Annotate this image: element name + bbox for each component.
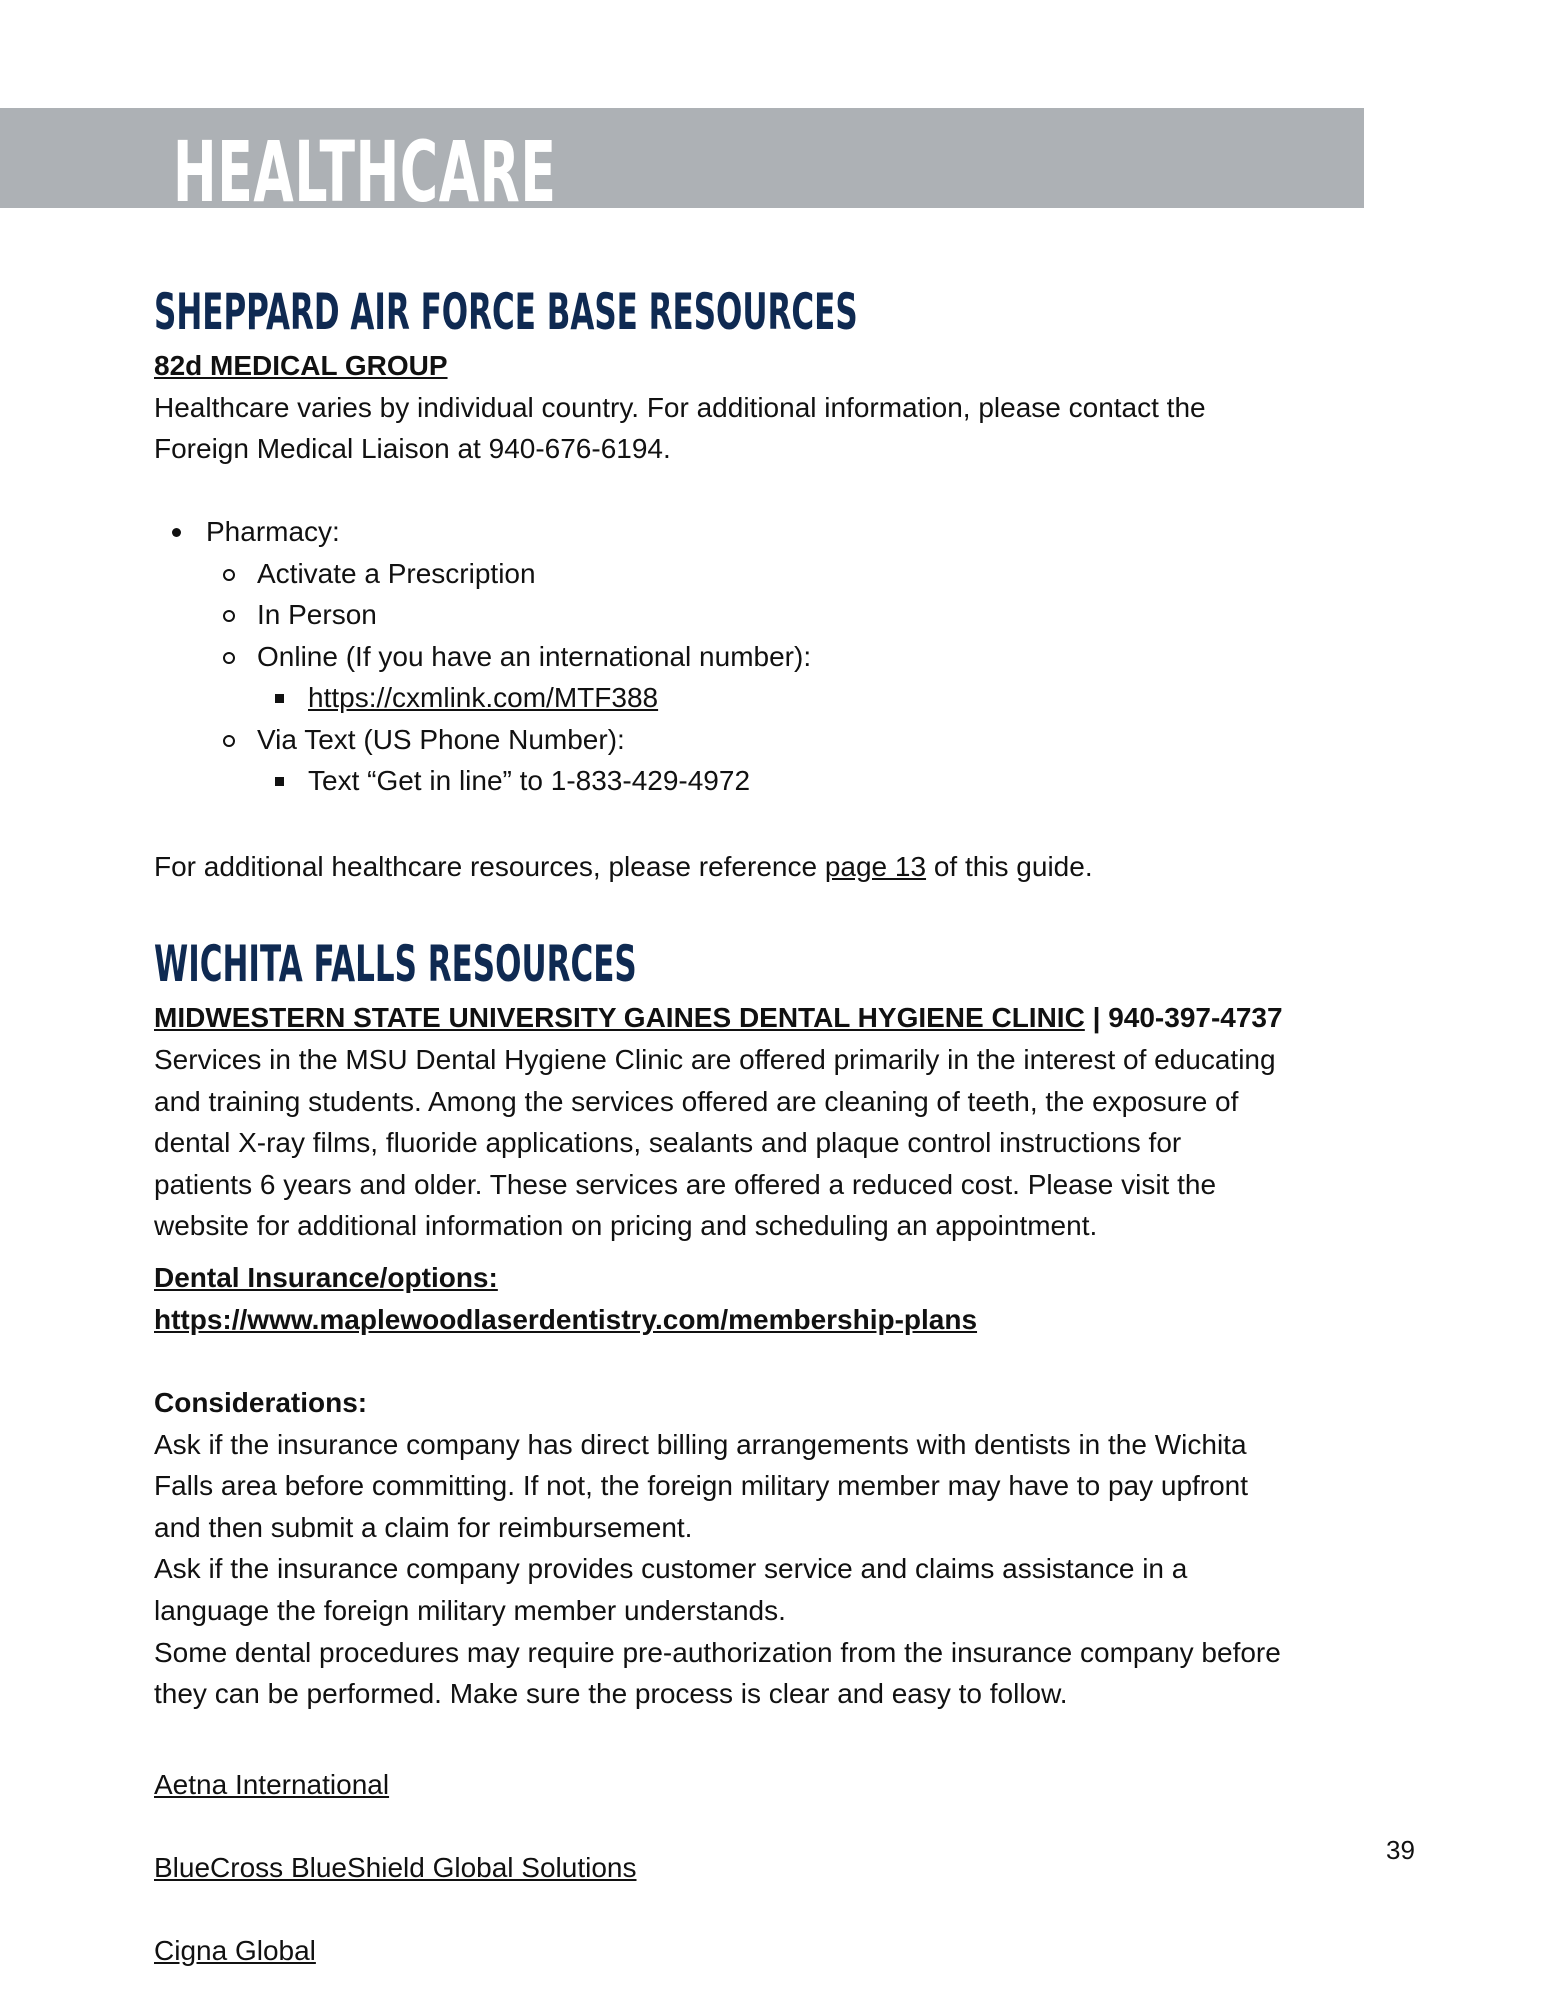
in-person-label: In Person xyxy=(257,599,377,630)
clinic-desc-line-5: website for additional information on pricing and scheduling an appointment. xyxy=(154,1210,1098,1241)
list-item-pharmacy xyxy=(206,511,1306,802)
list-item-online xyxy=(257,636,1306,719)
pharmacy-list xyxy=(206,511,1306,802)
page-banner xyxy=(0,108,1364,208)
list-item-online-link xyxy=(308,677,1306,719)
clinic-name-link[interactable]: MIDWESTERN STATE UNIVERSITY GAINES DENTAL HYGIENE CLINIC xyxy=(154,1002,1085,1033)
pharmacy-label: Pharmacy: xyxy=(206,516,340,547)
consideration-line-1: Ask if the insurance company has direct billing arrangements with dentists in the Wichita xyxy=(154,1429,1247,1460)
page-number: 39 xyxy=(1386,1835,1415,1865)
consideration-line-3: and then submit a claim for reimbursement. xyxy=(154,1512,693,1543)
list-item-in-person xyxy=(257,594,1306,636)
online-sublist xyxy=(308,677,1306,719)
dental-insurance-label: Dental Insurance/options: xyxy=(154,1262,498,1293)
wichita-heading: WICHITA FALLS RESOURCES xyxy=(154,935,637,993)
activate-label: Activate a Prescription xyxy=(257,557,536,589)
aetna-link[interactable]: Aetna International xyxy=(154,1769,390,1800)
clinic-desc-line-4: patients 6 years and older. These services are offered a reduced cost. Please visit the xyxy=(154,1169,1217,1200)
dental-insurance-link[interactable]: https://www.maplewoodlaserdentistry.com/membership-plans xyxy=(154,1304,978,1335)
bcbs-link[interactable]: BlueCross BlueShield Global Solutions xyxy=(154,1852,637,1883)
text-instruction: Text “Get in line” to 1-833-429-4972 xyxy=(308,765,751,796)
insurer-bcbs xyxy=(154,1847,637,1889)
insurer-aetna xyxy=(154,1764,389,1806)
page-13-link[interactable]: page 13 xyxy=(824,851,927,882)
sheppard-intro-line-2: Foreign Medical Liaison at 940-676-6194. xyxy=(154,433,671,464)
medical-group-title: 82d MEDICAL GROUP xyxy=(154,350,448,381)
via-text-sublist xyxy=(308,760,1306,802)
consideration-line-7: they can be performed. Make sure the process is clear and easy to follow. xyxy=(154,1678,1068,1709)
clinic-desc-line-2: and training students. Among the services offered are cleaning of teeth, the exposure of xyxy=(154,1086,1239,1117)
cigna-link[interactable]: Cigna Global xyxy=(154,1935,316,1966)
sheppard-heading: SHEPPARD AIR FORCE BASE RESOURCES xyxy=(154,283,858,341)
list-item-via-text xyxy=(257,719,1306,802)
consideration-line-4: Ask if the insurance company provides customer service and claims assistance in a xyxy=(154,1553,1188,1584)
pharmacy-sublist xyxy=(257,553,1306,802)
list-item-text-instruction xyxy=(308,760,1306,802)
dental-insurance-url xyxy=(154,1299,977,1341)
online-link[interactable]: https://cxmlink.com/MTF388 xyxy=(308,682,659,713)
insurer-cigna xyxy=(154,1930,316,1972)
consideration-line-5: language the foreign military member understands. xyxy=(154,1595,786,1626)
additional-prefix: For additional healthcare resources, please reference xyxy=(154,851,825,882)
online-label: Online (If you have an international number): xyxy=(257,640,812,672)
additional-resources-note xyxy=(154,846,1093,888)
consideration-line-6: Some dental procedures may require pre-authorization from the insurance company before xyxy=(154,1637,1281,1668)
sheppard-intro-line-1: Healthcare varies by individual country. For additional information, please contact the xyxy=(154,392,1206,423)
considerations-label: Considerations: xyxy=(154,1387,368,1418)
additional-suffix: of this guide. xyxy=(926,851,1093,882)
via-text-label: Via Text (US Phone Number): xyxy=(257,723,625,755)
clinic-desc-line-1: Services in the MSU Dental Hygiene Clinic are offered primarily in the interest of educating xyxy=(154,1044,1276,1075)
list-item-activate xyxy=(257,553,1306,595)
page-title: HEALTHCARE xyxy=(173,123,557,208)
clinic-phone: | 940-397-4737 xyxy=(1084,1002,1283,1033)
consideration-line-2: Falls area before committing. If not, the foreign military member may have to pay upfront xyxy=(154,1470,1249,1501)
clinic-desc-line-3: dental X-ray films, fluoride applications, sealants and plaque control instructions for xyxy=(154,1127,1182,1158)
clinic-title xyxy=(154,997,1283,1039)
